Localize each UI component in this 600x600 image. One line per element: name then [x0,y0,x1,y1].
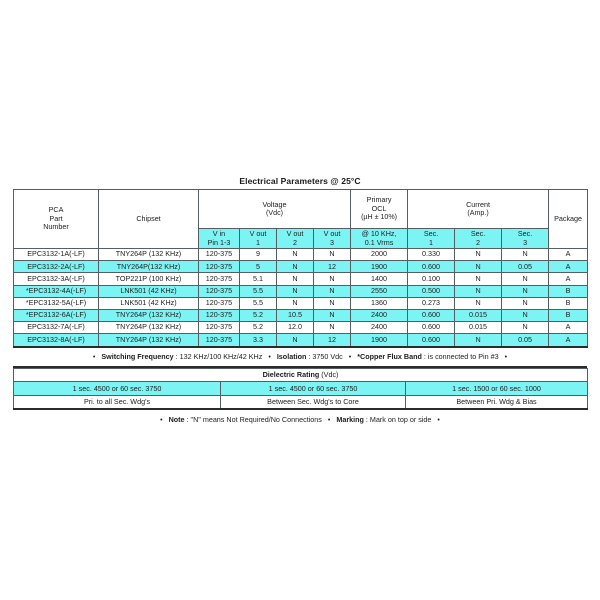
cell-sec3: N [502,309,549,321]
pca-line-3: Number [43,222,69,232]
dielectric-value-1: 1 sec. 4500 or 60 sec. 3750 [14,382,221,396]
table-header-row-main [14,190,588,229]
table-row [14,322,588,334]
cell-sec3: 0.05 [502,261,549,273]
cell-vin: 120-375 [199,322,240,334]
note-label: Note [168,415,185,424]
cell-ocl: 2550 [351,285,408,297]
cell-part-number: EPC3132-2A(-LF) [14,261,99,273]
bullet-icon: • [504,354,508,361]
cell-sec2: N [455,273,502,285]
cell-ocl: 1400 [351,273,408,285]
cell-sec2: N [455,249,502,261]
cell-vout3: N [314,249,351,261]
cell-part-number: *EPC3132-5A(-LF) [14,297,99,309]
cell-vout3: 12 [314,261,351,273]
cell-vout2: N [277,249,314,261]
cell-vout2: N [277,285,314,297]
marking-value: : Mark on top or side [363,415,432,424]
cell-sec1: 0.600 [408,309,455,321]
cell-vin: 120-375 [199,309,240,321]
cell-chipset: LNK501 (42 KHz) [99,297,199,309]
cell-sec1: 0.600 [408,322,455,334]
col-subheader-ocl: @ 10 KHz, 0.1 Vrms [351,229,408,249]
cell-ocl: 1900 [351,261,408,273]
dielectric-value-2: 1 sec. 4500 or 60 sec. 3750 [221,382,406,396]
col-header-current: Current (Amp.) [408,190,549,229]
cell-ocl: 2400 [351,322,408,334]
cell-chipset: TOP221P (100 KHz) [99,273,199,285]
dielectric-desc-3: Between Pri. Wdg & Bias [406,395,588,409]
cell-vout3: N [314,297,351,309]
electrical-parameters-sheet [13,176,587,424]
pca-line-1: PCA [48,205,64,215]
cell-sec2: 0.015 [455,309,502,321]
cell-part-number: EPC3132-8A(-LF) [14,334,99,347]
cell-vout3: N [314,322,351,334]
cell-sec2: N [455,285,502,297]
cell-vout1: 5.2 [240,322,277,334]
dielectric-value-3: 1 sec. 1500 or 60 sec. 1000 [406,382,588,396]
switching-frequency-label: Switching Frequency [101,352,174,361]
table-row [14,285,588,297]
bullet-icon: • [437,417,440,424]
table-row [14,334,588,347]
cell-vin: 120-375 [199,249,240,261]
cell-sec3: N [502,249,549,261]
dielectric-title-bold: Dielectric Rating [262,370,320,380]
cell-vin: 120-375 [199,285,240,297]
electrical-parameters-table [13,189,588,348]
col-header-pca-part-number [14,190,99,249]
col-header-primary-ocl: Primary OCL (µH ± 10%) [351,190,408,229]
dielectric-desc-2: Between Sec. Wdg's to Core [221,395,406,409]
table-row [14,297,588,309]
bullet-icon: • [160,417,163,424]
cell-vout1: 9 [240,249,277,261]
cell-chipset: TNY264P(132 KHz) [99,261,199,273]
isolation-value: : 3750 Vdc [306,352,343,361]
cell-sec1: 0.600 [408,261,455,273]
cell-vin: 120-375 [199,334,240,347]
cell-sec3: N [502,273,549,285]
cell-vin: 120-375 [199,297,240,309]
table-body [14,249,588,347]
cell-chipset: TNY264P (132 KHz) [99,309,199,321]
specs-notes-line [13,348,587,368]
cell-package: A [549,249,588,261]
cell-package: A [549,261,588,273]
cell-vout3: N [314,285,351,297]
cell-sec1: 0.330 [408,249,455,261]
cell-package: A [549,334,588,347]
cell-chipset: TNY264P (132 KHz) [99,334,199,347]
page-title: Electrical Parameters @ 25°C [239,176,361,186]
col-subheader-sec2: Sec. 2 [455,229,502,249]
bullet-icon: • [327,417,331,424]
table-row [14,273,588,285]
cell-vout2: 12.0 [277,322,314,334]
copper-flux-band-label: *Copper Flux Band [357,352,422,361]
cell-vout2: 10.5 [277,309,314,321]
cell-sec2: N [455,334,502,347]
col-subheader-vout3: V out 3 [314,229,351,249]
cell-ocl: 2000 [351,249,408,261]
dielectric-rating-table [13,368,588,411]
cell-ocl: 1900 [351,334,408,347]
note-value: : "N" means Not Required/No Connections [184,415,322,424]
col-header-package: Package [549,190,588,249]
cell-sec1: 0.500 [408,285,455,297]
cell-vout2: N [277,261,314,273]
dielectric-title-unit: (Vdc) [319,370,339,380]
col-subheader-sec1: Sec. 1 [408,229,455,249]
cell-package: B [549,309,588,321]
bullet-icon: • [348,354,352,361]
copper-flux-band-value: : is connected to Pin #3 [421,352,499,361]
cell-vout2: N [277,273,314,285]
cell-sec3: N [502,297,549,309]
cell-vout1: 5 [240,261,277,273]
cell-chipset: TNY264P (132 KHz) [99,249,199,261]
cell-vout3: N [314,273,351,285]
cell-vin: 120-375 [199,273,240,285]
col-subheader-sec3: Sec. 3 [502,229,549,249]
cell-part-number: *EPC3132-4A(-LF) [14,285,99,297]
cell-vout1: 5.5 [240,297,277,309]
cell-package: B [549,297,588,309]
cell-sec1: 0.600 [408,334,455,347]
final-note-line [13,410,587,424]
cell-vin: 120-375 [199,261,240,273]
cell-part-number: *EPC3132-6A(-LF) [14,309,99,321]
col-subheader-vin: V in Pin 1-3 [199,229,240,249]
cell-sec2: N [455,261,502,273]
cell-vout1: 5.2 [240,309,277,321]
cell-chipset: TNY264P (132 KHz) [99,322,199,334]
cell-vout3: 12 [314,334,351,347]
cell-vout1: 5.5 [240,285,277,297]
cell-sec1: 0.273 [408,297,455,309]
cell-vout1: 3.3 [240,334,277,347]
col-subheader-vout1: V out 1 [240,229,277,249]
cell-sec2: 0.015 [455,322,502,334]
cell-vout1: 5.1 [240,273,277,285]
cell-vout2: N [277,334,314,347]
cell-part-number: EPC3132-7A(-LF) [14,322,99,334]
col-header-voltage: Voltage (Vdc) [199,190,351,229]
cell-ocl: 1360 [351,297,408,309]
cell-package: A [549,322,588,334]
dielectric-descriptions-row [14,395,588,409]
pca-line-2: Part [49,213,63,223]
dielectric-title [14,368,588,382]
col-header-chipset: Chipset [99,190,199,249]
cell-vout3: N [314,309,351,321]
marking-label: Marking [336,415,364,424]
cell-sec1: 0.100 [408,273,455,285]
cell-sec3: 0.05 [502,334,549,347]
cell-sec3: N [502,285,549,297]
cell-package: A [549,273,588,285]
cell-sec3: N [502,322,549,334]
cell-vout2: N [277,297,314,309]
switching-frequency-value: : 132 KHz/100 KHz/42 KHz [173,352,263,361]
bullet-icon: • [268,354,271,361]
col-subheader-vout2: V out 2 [277,229,314,249]
table-row [14,261,588,273]
cell-part-number: EPC3132-1A(-LF) [14,249,99,261]
cell-part-number: EPC3132-3A(-LF) [14,273,99,285]
dielectric-values-row [14,382,588,396]
table-row [14,309,588,321]
dielectric-desc-1: Pri. to all Sec. Wdg's [14,395,221,409]
cell-package: B [549,285,588,297]
dielectric-title-row [14,368,588,382]
table-row [14,249,588,261]
cell-ocl: 2400 [351,309,408,321]
cell-sec2: N [455,297,502,309]
bullet-icon: • [92,354,96,361]
isolation-label: Isolation [276,352,307,361]
cell-chipset: LNK501 (42 KHz) [99,285,199,297]
